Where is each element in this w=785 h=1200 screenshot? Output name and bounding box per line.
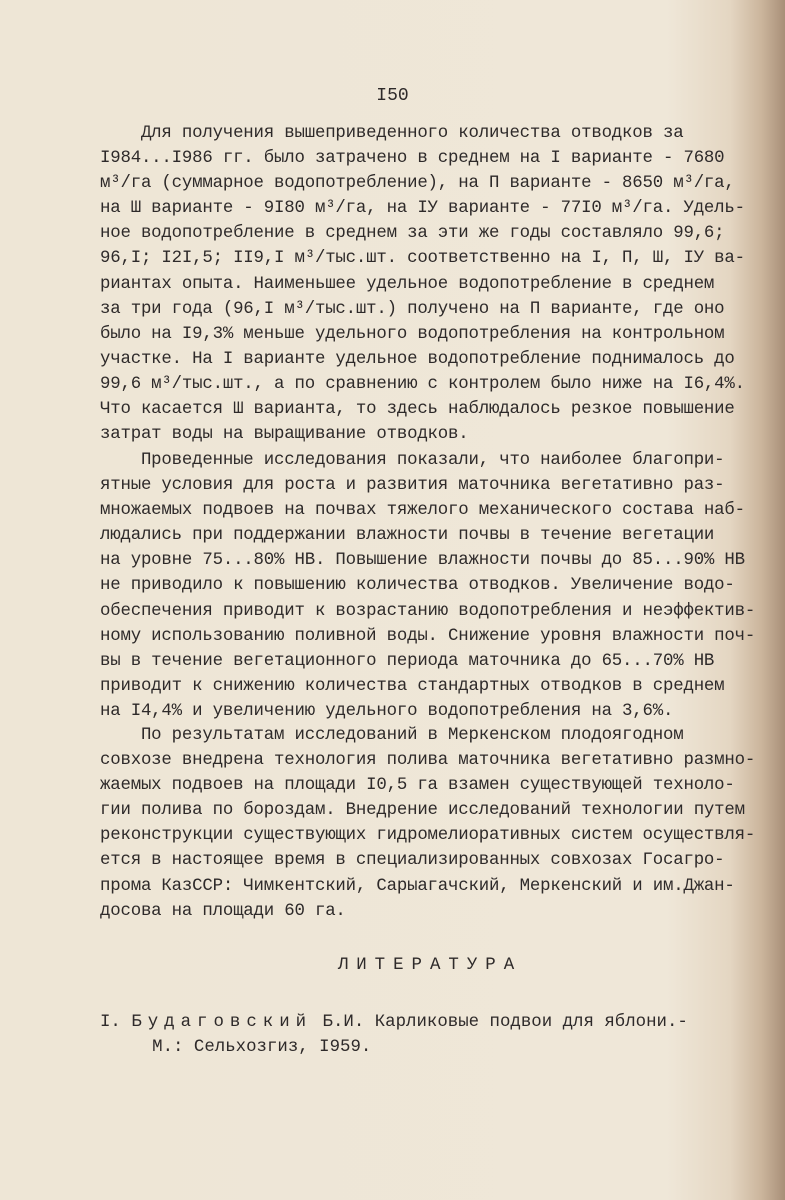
- paragraph-2: [100, 448, 780, 724]
- text-line: приводит к снижению количества стандартных отводков в среднем: [100, 676, 725, 696]
- text-line: риантах опыта. Наименьшее удельное водопотребление в среднем: [100, 274, 715, 294]
- text-line: ется в настоящее время в специализированных совхозах Госагро-: [100, 851, 725, 871]
- page-number: I50: [376, 86, 409, 106]
- text-line: Проведенные исследования показали, что наиболее благопри-: [100, 451, 725, 470]
- text-line: 96,I; I2I,5; II9,I м³/тыс.шт. соответственно на I, П, Ш, IУ ва-: [100, 249, 745, 269]
- text-line: обеспечения приводит к возрастанию водопотребления и неэффектив-: [100, 601, 756, 621]
- text-line: затрат воды на выращивание отводков.: [100, 425, 469, 445]
- reference-item: [100, 1010, 688, 1060]
- text-line: не приводило к повышению количества отводков. Увеличение водо-: [100, 576, 735, 596]
- text-line: участке. На I варианте удельное водопотребление поднималось до: [100, 349, 735, 369]
- text-line: Для получения вышеприведенного количества отводков за: [100, 124, 684, 143]
- text-line: на I4,4% и увеличению удельного водопотребления на 3,6%.: [100, 701, 674, 721]
- text-line: досова на площади 60 га.: [100, 901, 346, 921]
- reference-title: Б.И. Карликовые подвои для яблони.-: [312, 1013, 688, 1032]
- text-line: Что касается Ш варианта, то здесь наблюдалось резкое повышение: [100, 400, 735, 420]
- text-line: ятные условия для роста и развития маточника вегетативно раз-: [100, 476, 725, 496]
- text-line: ное водопотребление в среднем за эти же годы составляло 99,6;: [100, 224, 725, 244]
- text-line: было на I9,3% меньше удельного водопотребления на контрольном: [100, 324, 725, 344]
- text-line: По результатам исследований в Меркенском плодоягодном: [100, 726, 684, 745]
- text-line: жаемых подвоев на площади I0,5 га взамен существующей техноло-: [100, 776, 735, 796]
- text-line: I984...I986 гг. было затрачено в среднем на I варианте - 7680: [100, 149, 725, 169]
- text-line: на Ш варианте - 9I80 м³/га, на IУ варианте - 77I0 м³/га. Удель-: [100, 199, 745, 219]
- reference-number: I.: [100, 1013, 121, 1032]
- paragraph-1: [100, 121, 780, 447]
- text-line: м³/га (суммарное водопотребление), на П варианте - 8650 м³/га,: [100, 174, 735, 194]
- text-line: гии полива по бороздам. Внедрение исследований технологии путем: [100, 801, 745, 821]
- text-line: прома КазССР: Чимкентский, Сарыагачский, Меркенский и им.Джан-: [100, 876, 735, 896]
- text-line: 99,6 м³/тыс.шт., а по сравнению с контролем было ниже на I6,4%.: [100, 374, 745, 394]
- references-heading: ЛИТЕРАТУРА: [337, 956, 523, 975]
- paragraph-3: [100, 723, 780, 924]
- text-line: множаемых подвоев на почвах тяжелого механического состава наб-: [100, 501, 745, 521]
- text-line: на уровне 75...80% НВ. Повышение влажности почвы до 85...90% НВ: [100, 551, 745, 571]
- text-line: людались при поддержании влажности почвы в течение вегетации: [100, 526, 715, 546]
- text-line: ному использованию поливной воды. Снижение уровня влажности поч-: [100, 626, 756, 646]
- reference-author: Будаговский: [131, 1013, 313, 1032]
- text-line: реконструкции существующих гидромелиоративных систем осуществля-: [100, 826, 756, 846]
- text-line: совхозе внедрена технология полива маточника вегетативно размно-: [100, 751, 756, 771]
- text-line: вы в течение вегетационного периода маточника до 65...70% НВ: [100, 651, 715, 671]
- reference-publisher: М.: Сельхозгиз, I959.: [100, 1038, 372, 1057]
- text-line: за три года (96,I м³/тыс.шт.) получено на П варианте, где оно: [100, 299, 725, 319]
